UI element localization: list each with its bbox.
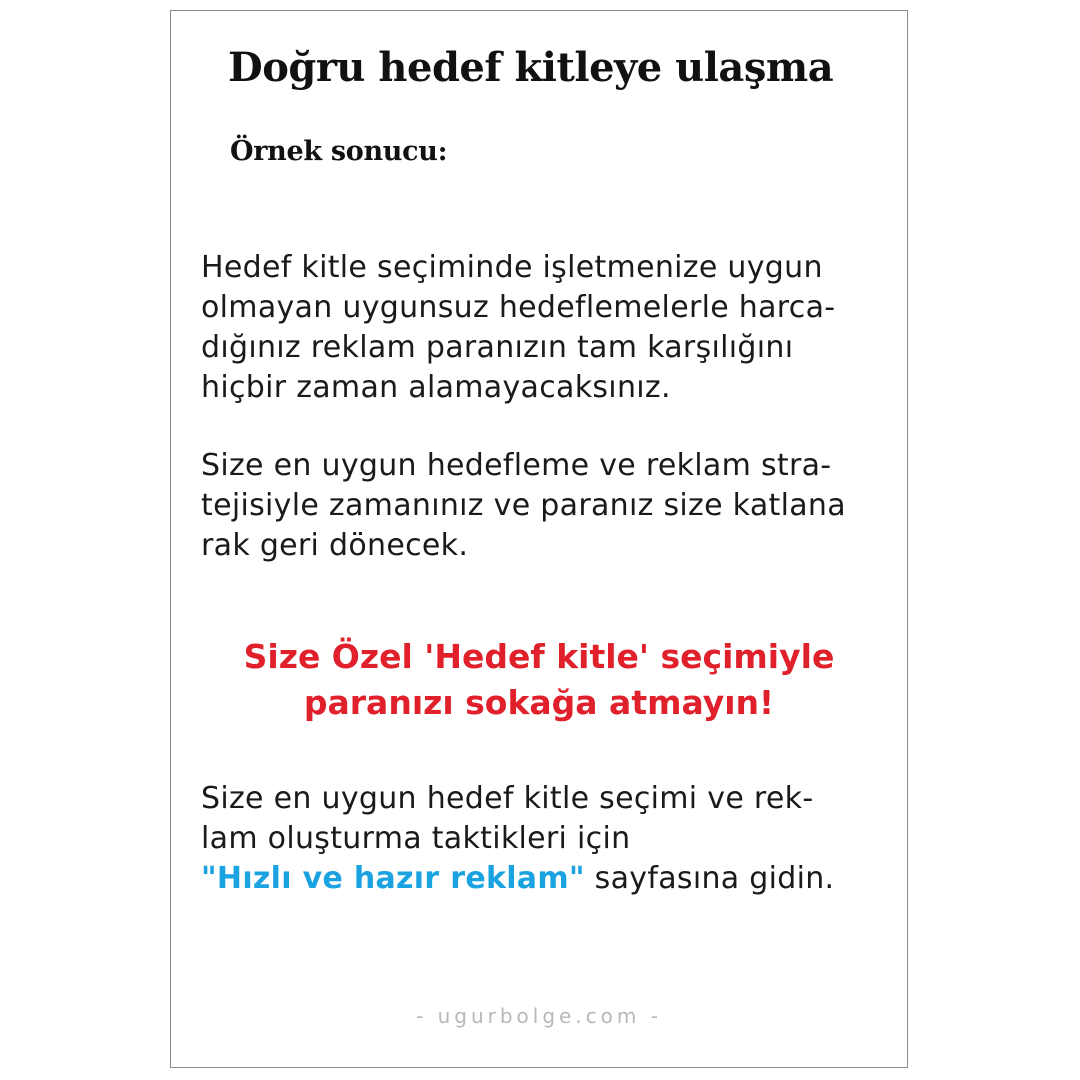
paragraph-line: lam oluşturma taktikleri için [201, 821, 631, 856]
page-title: Doğru hedef kitleye ulaşma [228, 44, 834, 91]
paragraph-line: hiçbir zaman alamayacaksınız. [201, 370, 671, 405]
site-watermark: - ugurbolge.com - [416, 1004, 662, 1028]
paragraph-line: Hedef kitle seçiminde işletmenize uygun [201, 250, 823, 285]
link-suffix-text: sayfasına gidin. [584, 861, 835, 896]
paragraph-line: Size en uygun hedef kitle seçimi ve rek- [201, 781, 814, 816]
quick-ready-ad-link[interactable]: "Hızlı ve hazır reklam" [201, 861, 585, 896]
paragraph-line: Size en uygun hedefleme ve reklam stra- [201, 448, 832, 483]
paragraph-targeting-warning [201, 248, 835, 408]
paragraph-line: tejisiyle zamanınız ve paranız size katlana [201, 488, 846, 523]
paragraph-line: rak geri dönecek. [201, 528, 469, 563]
callout-headline [170, 634, 908, 726]
callout-line: Size Özel 'Hedef kitle' seçimiyle [243, 637, 835, 676]
paragraph-strategy-benefit [201, 446, 846, 566]
callout-line: paranızı sokağa atmayın! [303, 683, 775, 722]
paragraph-line: dığınız reklam paranızın tam karşılığını [201, 330, 794, 365]
paragraph-line-with-link [201, 859, 834, 899]
paragraph-line: olmayan uygunsuz hedeflemelerle harca- [201, 290, 836, 325]
example-result-heading: Örnek sonucu: [230, 136, 448, 167]
paragraph-call-to-action [201, 779, 834, 899]
